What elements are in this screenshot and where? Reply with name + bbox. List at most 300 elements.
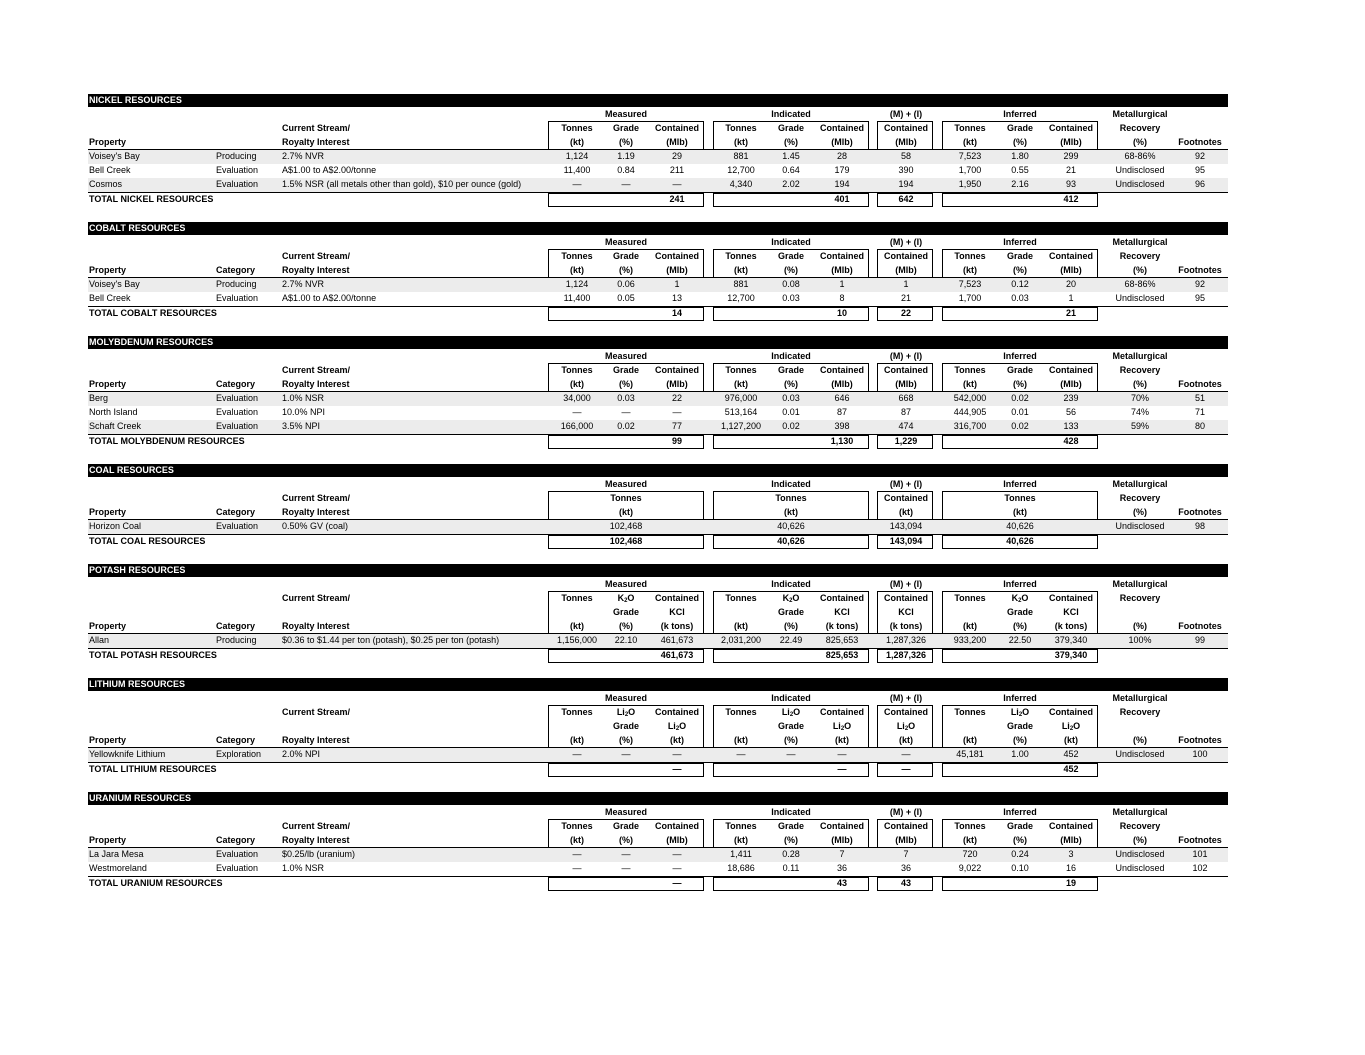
category-header: Category [216,265,256,275]
column-header: Recovery [1119,707,1161,717]
cell-value: 542,000 [953,393,987,403]
cell-value: 1,287,326 [885,635,927,645]
cell-value: 211 [669,165,685,175]
cell-value: 1 [903,279,909,289]
column-unit: (Mlb) [831,379,853,389]
group-label-3: Inferred [1003,109,1037,119]
column-header-sub [1104,720,1176,733]
cell-value: 239 [1063,393,1079,403]
royalty-interest: A$1.00 to A$2.00/tonne [282,293,377,303]
column-unit: (kt) [570,835,584,845]
column-header: Contained [820,365,864,375]
section-title: URANIUM RESOURCES [88,792,1228,805]
column-header: Tonnes [561,821,593,831]
cell-value: 0.01 [1011,407,1029,417]
category-value: Producing [216,151,257,161]
column-header-sub [1172,606,1228,619]
cell-value: — [672,749,682,759]
cell-value: 28 [836,151,847,161]
cell-value: 9,022 [958,863,982,873]
category-value: Evaluation [216,521,259,531]
stream-header: Current Stream/ [282,821,351,831]
column-header-sub: Grade [777,607,804,617]
cell-value: 16 [1065,863,1076,873]
cell-value: 20 [1065,279,1076,289]
column-header: Contained [820,821,864,831]
group-label-2: (M) + (I) [889,351,923,361]
royalty-interest: 2.7% NVR [282,151,325,161]
column-header-sub: Grade [1006,607,1033,617]
column-unit: (%) [1013,621,1027,631]
cell-value: 100% [1128,635,1152,645]
cell-value: 179 [834,165,850,175]
cell-value: 22.49 [779,635,803,645]
column-header: $K_2O$ [1011,593,1029,604]
category-value: Evaluation [216,849,259,859]
column-unit: (%) [1013,137,1027,147]
group-label-0: Measured [604,479,648,489]
cell-value: 1 [1068,293,1074,303]
column-unit: (kt) [963,379,977,389]
category-value: Exploration [216,749,262,759]
column-unit: (kt) [835,735,849,745]
column-unit: (kt) [1013,507,1027,517]
column-header: Tonnes [954,251,986,261]
column-header: Contained [1049,707,1093,717]
column-header: $Li_2O$ [616,707,636,718]
cell-value: Undisclosed [1115,293,1165,303]
cell-value: 58 [900,151,911,161]
cell-value: Undisclosed [1115,521,1165,531]
property-name: Westmoreland [89,863,147,873]
table-row [88,392,1228,406]
total-measured: 241 [669,194,685,204]
column-header: Grade [612,365,639,375]
column-unit: (Mlb) [895,137,917,147]
cell-value: 95 [1194,293,1205,303]
column-unit: (%) [1133,507,1147,517]
property-name: Voisey's Bay [89,151,140,161]
cell-value: 720 [962,849,978,859]
category-value: Evaluation [216,393,259,403]
stream-header: Current Stream/ [282,593,351,603]
column-unit: Footnotes [1178,835,1222,845]
total-measured: 461,673 [660,650,694,660]
cell-value: 7 [839,849,845,859]
column-header: Contained [884,707,928,717]
group-label-4: Metallurgical [1112,807,1168,817]
column-header-sub: Grade [777,721,804,731]
column-unit: (k tons) [825,621,859,631]
column-header: Tonnes [725,251,757,261]
cell-value: 1,156,000 [556,635,598,645]
royalty-interest: 10.0% NPI [282,407,326,417]
column-unit: (k tons) [1054,621,1088,631]
cell-value: 11,400 [563,165,591,175]
cell-value: 98 [1194,521,1205,531]
column-header-sub [944,720,996,733]
column-unit: (%) [784,835,798,845]
royalty-header: Royalty Interest [282,137,350,147]
royalty-interest: 1.0% NSR [282,393,325,403]
column-header: Grade [1006,821,1033,831]
column-unit: (kt) [619,507,633,517]
property-name: Yellowknife Lithium [89,749,166,759]
column-unit: (kt) [570,265,584,275]
total-measured: — [672,764,682,774]
cell-value: 12,700 [727,293,755,303]
total-label: TOTAL NICKEL RESOURCES [89,194,214,204]
total-inferred: 379,340 [1054,650,1088,660]
cell-value: 1 [839,279,845,289]
cell-value: 68-86% [1124,279,1156,289]
total-mi: 22 [900,308,911,318]
column-header: Grade [1006,365,1033,375]
column-header: Contained [655,821,699,831]
cell-value: 133 [1063,421,1079,431]
cell-value: 99 [1194,635,1205,645]
column-unit: (kt) [963,735,977,745]
total-indicated: 40,626 [777,536,805,546]
column-unit: (%) [619,137,633,147]
column-header [1172,706,1228,719]
property-name: Bell Creek [89,165,131,175]
cell-value: 379,340 [1054,635,1088,645]
category-header: Category [216,379,256,389]
cell-value: 22.10 [614,635,638,645]
cell-value: 668 [898,393,914,403]
table-row [88,292,1228,306]
royalty-interest: A$1.00 to A$2.00/tonne [282,165,377,175]
column-header: Tonnes [725,707,757,717]
column-unit: (%) [1013,379,1027,389]
cell-value: 0.12 [1011,279,1029,289]
total-label: TOTAL POTASH RESOURCES [89,650,217,660]
cell-value: 316,700 [953,421,987,431]
column-unit: (kt) [570,137,584,147]
total-inferred: 428 [1063,436,1079,446]
cell-value: 40,626 [1006,521,1034,531]
category-header: Category [216,835,256,845]
cell-value: 143,094 [889,521,923,531]
group-label-3: Inferred [1003,807,1037,817]
column-header: Grade [777,123,804,133]
cell-value: 474 [898,421,914,431]
table-row [88,164,1228,178]
cell-value: 1 [674,279,680,289]
total-mi: 1,287,326 [885,650,927,660]
group-label-0: Measured [604,237,648,247]
column-unit: (Mlb) [666,265,688,275]
column-header: Contained [655,251,699,261]
cell-value: 71 [1194,407,1205,417]
total-inferred: 21 [1065,308,1076,318]
column-unit: (kt) [734,379,748,389]
royalty-interest: 1.5% NSR (all metals other than gold), $10 per ounce (gold) [282,179,522,189]
cell-value: 646 [834,393,850,403]
property-name: La Jara Mesa [89,849,144,859]
cell-value: 22.50 [1008,635,1032,645]
cell-value: 0.06 [617,279,635,289]
column-unit: (Mlb) [895,835,917,845]
column-unit: (kt) [734,265,748,275]
column-unit: (Mlb) [666,379,688,389]
column-header: $Li_2O$ [781,707,801,718]
cell-value: 74% [1130,407,1149,417]
cell-value: 21 [1065,165,1076,175]
column-unit: (kt) [734,621,748,631]
total-indicated: 43 [836,878,847,888]
column-unit: (Mlb) [1060,265,1082,275]
cell-value: — [572,749,582,759]
group-label-2: (M) + (I) [889,109,923,119]
cell-value: — [621,749,631,759]
column-unit: (Mlb) [895,379,917,389]
property-name: Allan [89,635,110,645]
category-value: Evaluation [216,863,259,873]
cell-value: 0.02 [1011,421,1029,431]
column-header [1172,592,1228,605]
column-header: Tonnes [561,123,593,133]
cell-value: 68-86% [1124,151,1156,161]
column-unit: (Mlb) [831,835,853,845]
group-label-3: Inferred [1003,579,1037,589]
column-unit: (%) [784,137,798,147]
royalty-header: Royalty Interest [282,379,350,389]
cell-value: 0.11 [782,863,800,873]
property-header: Property [89,735,127,745]
section-title: MOLYBDENUM RESOURCES [88,336,1228,349]
column-header-sub: KCl [898,607,914,617]
column-header [1172,250,1228,263]
group-label-2: (M) + (I) [889,579,923,589]
column-header: Contained [655,707,699,717]
column-header: Contained [655,365,699,375]
total-measured: 99 [671,436,682,446]
cell-value: 513,164 [724,407,758,417]
column-header: Contained [884,365,928,375]
column-header-sub: Grade [612,607,639,617]
property-header: Property [89,137,127,147]
total-indicated: — [837,764,847,774]
column-header: Tonnes [725,365,757,375]
column-header: Recovery [1119,821,1161,831]
category-header: Category [216,621,256,631]
group-label-4: Metallurgical [1112,579,1168,589]
group-label-0: Measured [604,109,648,119]
total-mi: — [901,764,911,774]
column-unit: Footnotes [1178,507,1222,517]
cell-value: 0.08 [782,279,800,289]
cell-value: — [621,179,631,189]
cell-value: 390 [898,165,914,175]
category-value: Evaluation [216,293,259,303]
cell-value: 0.28 [782,849,800,859]
column-header: Tonnes [725,593,757,603]
table-row [88,278,1228,292]
total-label: TOTAL LITHIUM RESOURCES [89,764,217,774]
column-header [1172,820,1228,833]
cell-value: 102,468 [609,521,643,531]
column-unit: (%) [784,379,798,389]
cell-value: 102 [1192,863,1208,873]
stream-header: Current Stream/ [282,707,351,717]
cell-value: 2.16 [1011,179,1029,189]
cell-value: 13 [671,293,682,303]
column-header-sub: KCl [1063,607,1079,617]
section-title: COAL RESOURCES [88,464,1228,477]
column-header: Grade [777,365,804,375]
group-label-1: Indicated [771,693,811,703]
category-header [216,136,276,149]
cell-value: 166,000 [560,421,594,431]
category-value: Evaluation [216,421,259,431]
group-label-1: Indicated [771,479,811,489]
cell-value: 0.02 [782,421,800,431]
column-header-sub [1104,606,1176,619]
property-header: Property [89,379,127,389]
column-unit: (Mlb) [1060,137,1082,147]
royalty-header: Royalty Interest [282,265,350,275]
group-label-3: Inferred [1003,237,1037,247]
group-label-4: Metallurgical [1112,237,1168,247]
table-row [88,634,1228,648]
cell-value: 18,686 [727,863,755,873]
cell-value: 77 [671,421,682,431]
column-header: Recovery [1119,593,1161,603]
column-header-sub [1172,720,1228,733]
column-header: Contained [1049,821,1093,831]
group-label-3: Inferred [1003,351,1037,361]
column-unit: (kt) [963,835,977,845]
total-measured: 102,468 [609,536,643,546]
cell-value: — [901,749,911,759]
cell-value: — [786,749,796,759]
group-label-4: Metallurgical [1112,693,1168,703]
column-header-sub [551,720,603,733]
column-unit: (%) [619,735,633,745]
column-unit: Footnotes [1178,379,1222,389]
column-unit: (%) [1133,835,1147,845]
column-header: Tonnes [561,707,593,717]
cell-value: 1.80 [1011,151,1029,161]
column-unit: (kt) [899,735,913,745]
column-header: Tonnes [954,707,986,717]
cell-value: 194 [898,179,914,189]
column-unit: (kt) [734,735,748,745]
cell-value: — [572,849,582,859]
column-header: Recovery [1119,365,1161,375]
column-header: Contained [1049,593,1093,603]
group-label-1: Indicated [771,579,811,589]
group-label-0: Measured [604,693,648,703]
column-header: Grade [777,251,804,261]
cell-value: 0.05 [617,293,635,303]
cell-value: 881 [733,279,749,289]
column-header: $Li_2O$ [1010,707,1030,718]
total-inferred: 19 [1065,878,1076,888]
total-label: TOTAL COBALT RESOURCES [89,308,217,318]
group-label-2: (M) + (I) [889,693,923,703]
cell-value: — [621,863,631,873]
table-row [88,406,1228,420]
column-unit: (kt) [899,507,913,517]
total-label: TOTAL MOLYBDENUM RESOURCES [89,436,245,446]
column-header: Grade [612,821,639,831]
column-header: Tonnes [725,821,757,831]
column-unit: (%) [619,621,633,631]
cell-value: 34,000 [563,393,591,403]
property-name: Schaft Creek [89,421,142,431]
cell-value: 21 [900,293,911,303]
property-name: Cosmos [89,179,123,189]
cell-value: 1.00 [1011,749,1029,759]
group-label-4: Metallurgical [1112,351,1168,361]
column-header: Contained [884,251,928,261]
column-header: Tonnes [954,821,986,831]
cell-value: — [672,179,682,189]
column-header: Contained [820,593,864,603]
cell-value: 976,000 [724,393,758,403]
cell-value: 96 [1194,179,1205,189]
column-header: Contained [820,707,864,717]
section-title: COBALT RESOURCES [88,222,1228,235]
total-mi: 43 [900,878,911,888]
cell-value: 92 [1194,279,1205,289]
column-header-sub [551,606,603,619]
column-header: Tonnes [725,123,757,133]
cell-value: 29 [671,151,682,161]
column-unit: (kt) [570,621,584,631]
cell-value: 398 [834,421,850,431]
column-header-sub: KCl [669,607,685,617]
column-unit: (kt) [963,137,977,147]
group-label-2: (M) + (I) [889,807,923,817]
total-indicated: 10 [836,308,847,318]
group-label-2: (M) + (I) [889,237,923,247]
cell-value: 59% [1130,421,1149,431]
property-header: Property [89,265,127,275]
cell-value: 51 [1194,393,1205,403]
total-inferred: 412 [1063,194,1079,204]
cell-value: 2.02 [782,179,800,189]
column-header: Contained [884,493,928,503]
cell-value: 0.55 [1011,165,1029,175]
royalty-interest: $0.25/lb (uranium) [282,849,356,859]
group-label-1: Indicated [771,351,811,361]
cell-value: 70% [1130,393,1149,403]
column-header: Contained [820,251,864,261]
column-unit: (Mlb) [895,265,917,275]
category-value: Evaluation [216,165,259,175]
stream-header: Current Stream/ [282,251,351,261]
table-row [88,848,1228,862]
cell-value: 0.84 [617,165,635,175]
total-measured: 14 [671,308,682,318]
cell-value: Undisclosed [1115,863,1165,873]
column-unit: (%) [1133,379,1147,389]
cell-value: 0.03 [617,393,635,403]
cell-value: 1,124 [565,151,589,161]
total-indicated: 401 [834,194,850,204]
property-name: Berg [89,393,109,403]
column-unit: (kt) [784,507,798,517]
column-unit: (%) [619,379,633,389]
column-unit: (Mlb) [1060,379,1082,389]
column-header: Contained [1049,251,1093,261]
cell-value: 0.10 [1011,863,1029,873]
column-unit: (%) [1133,621,1147,631]
